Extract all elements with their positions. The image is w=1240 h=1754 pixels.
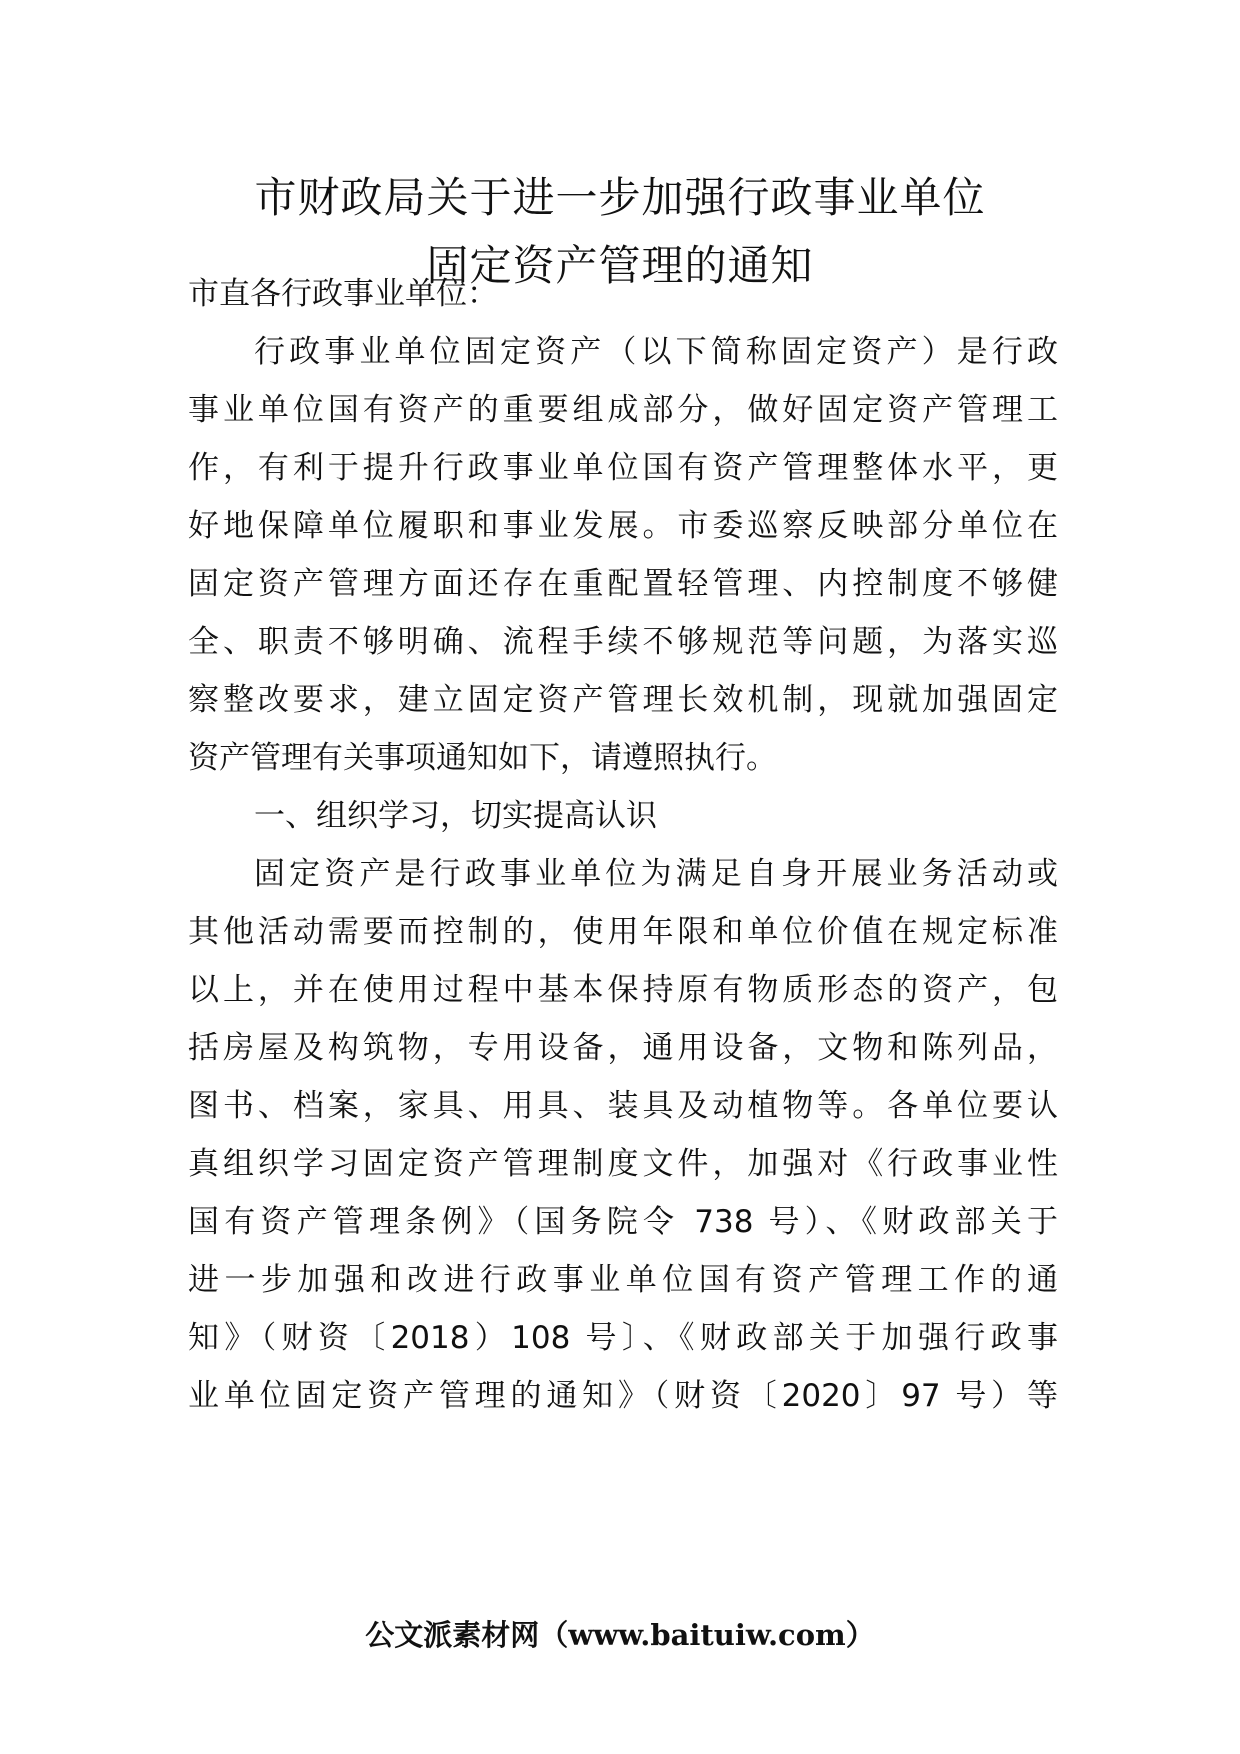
paragraph-1-line: 全、职责不够明确、流程手续不够规范等问题，为落实巡 — [188, 624, 1058, 660]
paragraph-2-line: 真组织学习固定资产管理制度文件，加强对《行政事业性 — [188, 1146, 1058, 1182]
section-1-heading: 一、组织学习，切实提高认识 — [254, 798, 657, 834]
paragraph-2-line: 国有资产管理条例》（国务院令 738 号）、《财政部关于 — [188, 1204, 1058, 1240]
paragraph-2-line: 其他活动需要而控制的，使用年限和单位价值在规定标准 — [188, 914, 1058, 950]
paragraph-2-line: 图书、档案，家具、用具、装具及动植物等。各单位要认 — [188, 1088, 1058, 1124]
salutation: 市直各行政事业单位： — [188, 276, 498, 312]
paragraph-1-line: 事业单位国有资产的重要组成部分，做好固定资产管理工 — [188, 392, 1058, 428]
paragraph-2-line: 业单位固定资产管理的通知》（财资〔2020〕97 号）等 — [188, 1378, 1058, 1414]
paragraph-1-line: 好地保障单位履职和事业发展。市委巡察反映部分单位在 — [188, 508, 1058, 544]
paragraph-1-line: 察整改要求，建立固定资产管理长效机制，现就加强固定 — [188, 682, 1058, 718]
paragraph-2-line: 括房屋及构筑物，专用设备，通用设备，文物和陈列品， — [188, 1030, 1058, 1066]
paragraph-1-line: 固定资产管理方面还存在重配置轻管理、内控制度不够健 — [188, 566, 1058, 602]
paragraph-1-line: 资产管理有关事项通知如下，请遵照执行。 — [188, 740, 777, 776]
paragraph-2-line: 进一步加强和改进行政事业单位国有资产管理工作的通 — [188, 1262, 1058, 1298]
paragraph-2-line: 以上，并在使用过程中基本保持原有物质形态的资产，包 — [188, 972, 1058, 1008]
document-title-line-1: 市财政局关于进一步加强行政事业单位 — [254, 173, 986, 222]
paragraph-2-line: 固定资产是行政事业单位为满足自身开展业务活动或 — [254, 856, 1058, 892]
document-title-line-2: 固定资产管理的通知 — [426, 241, 814, 290]
paragraph-2-line: 知》（财资〔2018）108 号〕、《财政部关于加强行政事 — [188, 1320, 1058, 1356]
footer-watermark: 公文派素材网（www.baituiw.com） — [365, 1618, 875, 1652]
paragraph-1-line: 行政事业单位固定资产（以下简称固定资产）是行政 — [254, 334, 1058, 370]
paragraph-1-line: 作，有利于提升行政事业单位国有资产管理整体水平，更 — [188, 450, 1058, 486]
